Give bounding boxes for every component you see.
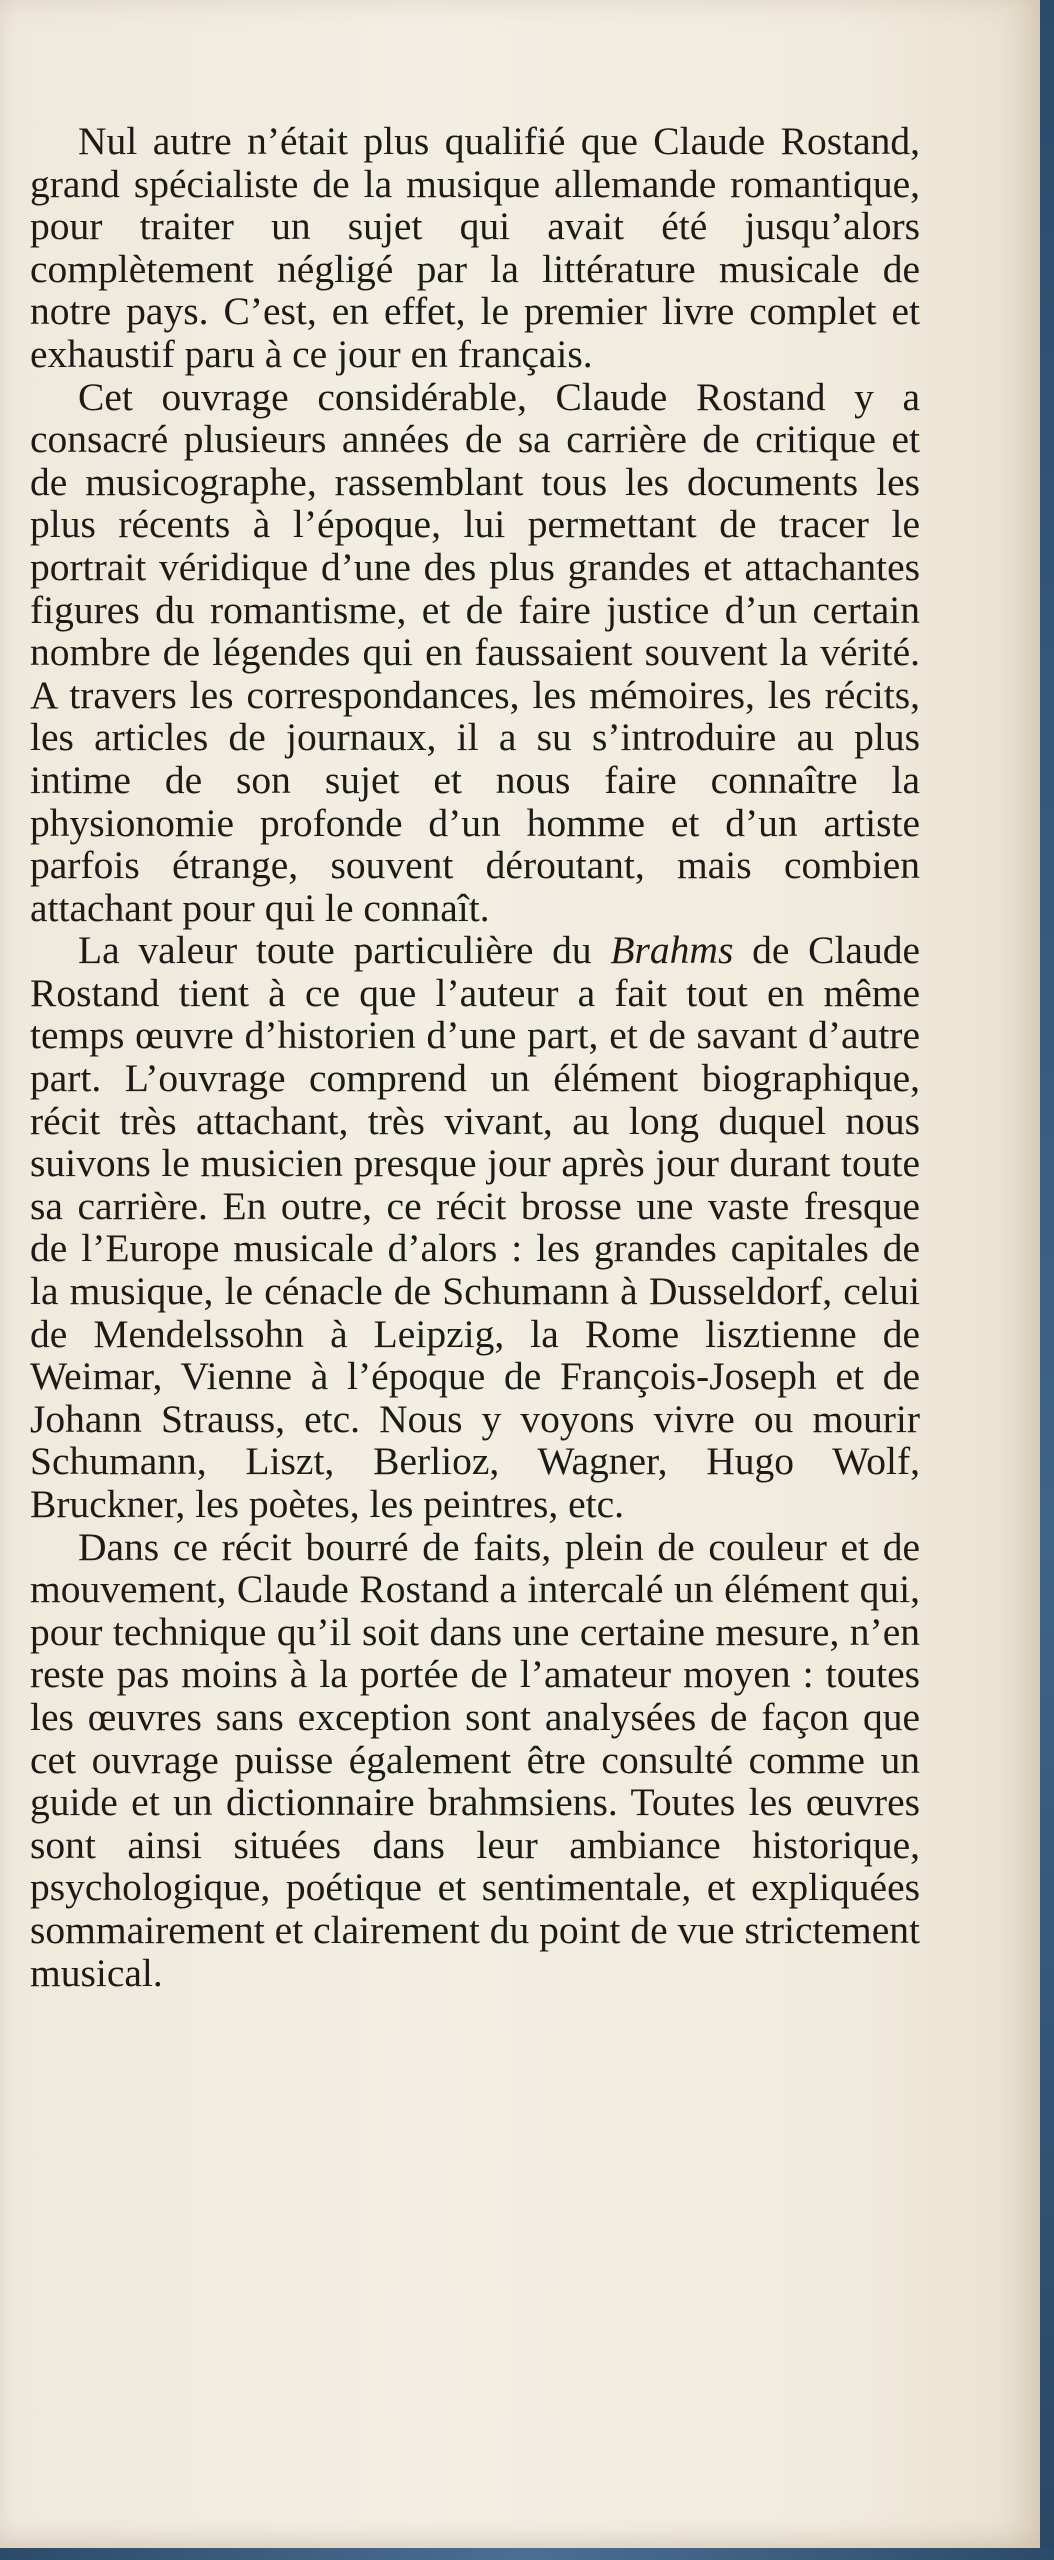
- blurb-text: [30, 120, 920, 1994]
- cover-edge-right: [1040, 0, 1054, 2560]
- cover-edge-bottom: [0, 2548, 1054, 2560]
- paragraph-1: Nul autre n’était plus qualifié que Claude Rostand, grand spécialiste de la musique allemande romantique, pour traiter un sujet qui avait été jusqu’alors complètement négligé par la littérature musicale de notre pays. C’est, en effet, le premier livre complet et exhaustif paru à ce jour en français.: [30, 119, 920, 376]
- book-title-italic: Brahms: [610, 928, 734, 973]
- paragraph-3: [30, 929, 920, 1525]
- paragraph-3-part-2: de Claude Rostand tient à ce que l’auteur a fait tout en même temps œuvre d’historien d’une part, et de savant d’autre part. L’ouvrage comprend un élément biographique, récit très attachant, très vivant, au long duquel nous suivons le musicien presque jour après jour durant toute sa carrière. En outre, ce récit brosse une vaste fresque de l’Europe musicale d’alors : les grandes capitales de la musique, le cénacle de Schumann à Dusseldorf, celui de Mendelssohn à Leipzig, la Rome lisztienne de Weimar, Vienne à l’époque de François-Joseph et de Johann Strauss, etc. Nous y voyons vivre ou mourir Schumann, Liszt, Berlioz, Wagner, Hugo Wolf, Bruckner, les poètes, les peintres, etc.: [30, 928, 920, 1526]
- paragraph-3-part-1: La valeur toute particulière du: [78, 928, 611, 973]
- paragraph-4: Dans ce récit bourré de faits, plein de couleur et de mouvement, Claude Rostand a intercalé un élément qui, pour technique qu’il soit dans une certaine mesure, n’en reste pas moins à la portée de l’amateur moyen : toutes les œuvres sans exception sont analysées de façon que cet ouvrage puisse également être consulté comme un guide et un dictionnaire brahmsiens. Toutes les œuvres sont ainsi situées dans leur ambiance historique, psychologique, poétique et sentimentale, et expliquées sommairement et clairement du point de vue strictement musical.: [30, 1524, 920, 1995]
- paragraph-2: Cet ouvrage considérable, Claude Rostand y a consacré plusieurs années de sa carrière de critique et de musicographe, rassemblant tous les documents les plus récents à l’époque, lui permettant de tracer le portrait véridique d’une des plus grandes et attachantes figures du romantisme, et de faire justice d’un certain nombre de légendes qui en faussaient souvent la vérité. A travers les correspondances, les mémoires, les récits, les articles de journaux, il a su s’introduire au plus intime de son sujet et nous faire connaître la physionomie profonde d’un homme et d’un artiste parfois étrange, souvent déroutant, mais combien attachant pour qui le connaît.: [30, 374, 920, 930]
